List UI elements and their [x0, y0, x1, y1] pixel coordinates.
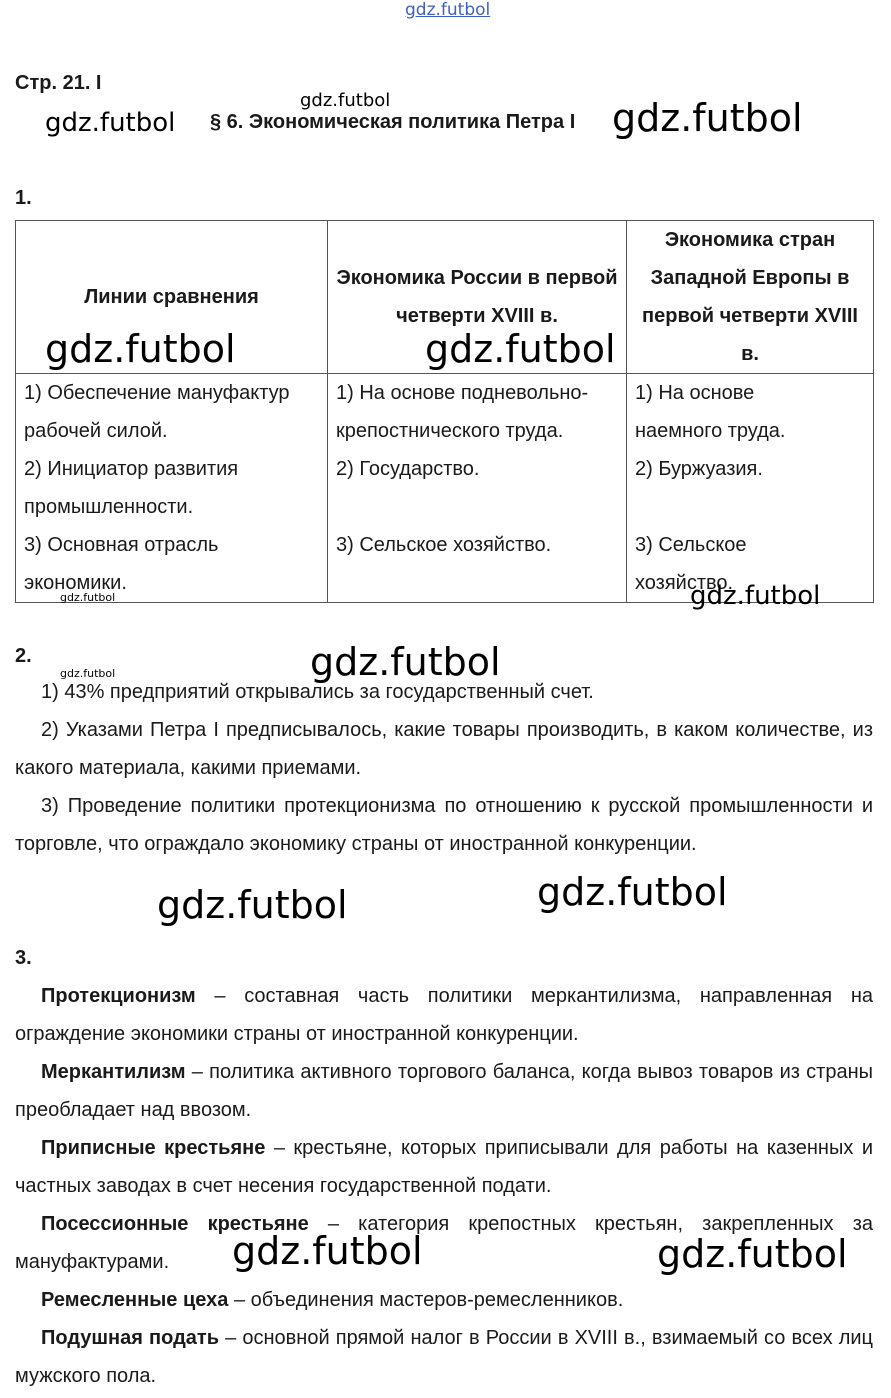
cell-line: 3) Сельское хозяйство. [336, 534, 552, 556]
cell-line: 1) На основе наемного труда. [635, 382, 786, 442]
glossary-entry [15, 977, 873, 1053]
glossary-definition: – основной прямой налог в России в XVIII в., взимаемый со всех лиц мужского пола. [15, 1327, 874, 1387]
watermark: gdz.futbol [45, 327, 236, 371]
watermark: gdz.futbol [60, 667, 116, 680]
task-2-answer [15, 673, 873, 863]
glossary-term: Протекционизм [41, 985, 196, 1007]
cell-line: 2) Инициатор развития промышленности. [24, 458, 239, 518]
cell-line: 2) Буржуазия. [635, 458, 763, 480]
glossary-term: Меркантилизм [41, 1061, 186, 1083]
glossary-definition: – политика активного торгового баланса, когда вывоз товаров из страны преобладает над ввозом. [15, 1061, 873, 1121]
answer-item: 2) Указами Петра I предписывалось, какие товары производить, в каком количестве, из какого материала, какими приемами. [15, 719, 873, 779]
watermark: gdz.futbol [612, 96, 803, 140]
glossary [15, 977, 873, 1395]
glossary-entry [15, 1129, 873, 1205]
cell-line: 1) На основе подневольно-крепостнического труда. [336, 382, 589, 442]
glossary-definition: – объединения мастеров-ремесленников. [233, 1289, 624, 1311]
glossary-term: Посессионные крестьяне [41, 1213, 309, 1235]
glossary-entry [15, 1053, 873, 1129]
watermark: gdz.futbol [657, 1232, 848, 1276]
watermark: gdz.futbol [310, 640, 501, 684]
cell-line: 3) Сельское хозяйство. [635, 534, 747, 594]
watermark: gdz.futbol [45, 108, 176, 138]
watermark: gdz.futbol [60, 591, 116, 604]
column-header: Экономика России в первой четверти XVIII в. [328, 221, 627, 374]
task-2-number: 2. [15, 645, 32, 667]
table-cell-europe [627, 374, 874, 603]
column-header: Экономика стран Западной Европы в первой четверти XVIII в. [627, 221, 874, 374]
table-row [16, 374, 874, 603]
watermark: gdz.futbol [300, 90, 391, 111]
cell-line: 3) Основная отрасль экономики. [24, 534, 219, 594]
watermark: gdz.futbol [690, 581, 821, 611]
answer-item: 1) 43% предприятий открывались за государственный счет. [41, 681, 594, 703]
cell-line: 1) Обеспечение мануфактур рабочей силой. [24, 382, 290, 442]
answer-item: 3) Проведение политики протекционизма по отношению к русской промышленности и торговле, что ограждало экономику страны от иностранной конкуренции. [15, 795, 873, 855]
glossary-term: Приписные крестьяне [41, 1137, 266, 1159]
watermark: gdz.futbol [157, 883, 348, 927]
column-header: Линии сравнения [16, 221, 328, 374]
watermark: gdz.futbol [425, 327, 616, 371]
glossary-definition: – крестьяне, которых приписывали для работы на казенных и частных заводах в счет несения государственной подати. [15, 1137, 874, 1197]
comparison-table [15, 220, 874, 603]
table-cell-criteria [16, 374, 328, 603]
watermark-top-link[interactable]: gdz.futbol [405, 0, 491, 20]
glossary-definition: – категория крепостных крестьян, закрепленных за мануфактурами. [15, 1213, 873, 1273]
glossary-term: Подушная подать [41, 1327, 219, 1349]
section-title: § 6. Экономическая политика Петра I [210, 111, 576, 133]
glossary-definition: – составная часть политики меркантилизма, направленная на ограждение экономики страны от иностранной конкуренции. [15, 985, 873, 1045]
page-reference: Стр. 21. I [15, 72, 102, 94]
task-3-number: 3. [15, 947, 32, 969]
watermark: gdz.futbol [537, 870, 728, 914]
watermark: gdz.futbol [232, 1229, 423, 1273]
glossary-entry [15, 1319, 873, 1395]
glossary-entry [15, 1281, 873, 1319]
glossary-term: Ремесленные цеха [41, 1289, 229, 1311]
task-1-number: 1. [15, 187, 32, 209]
table-cell-russia [328, 374, 627, 603]
cell-line: 2) Государство. [336, 458, 480, 480]
